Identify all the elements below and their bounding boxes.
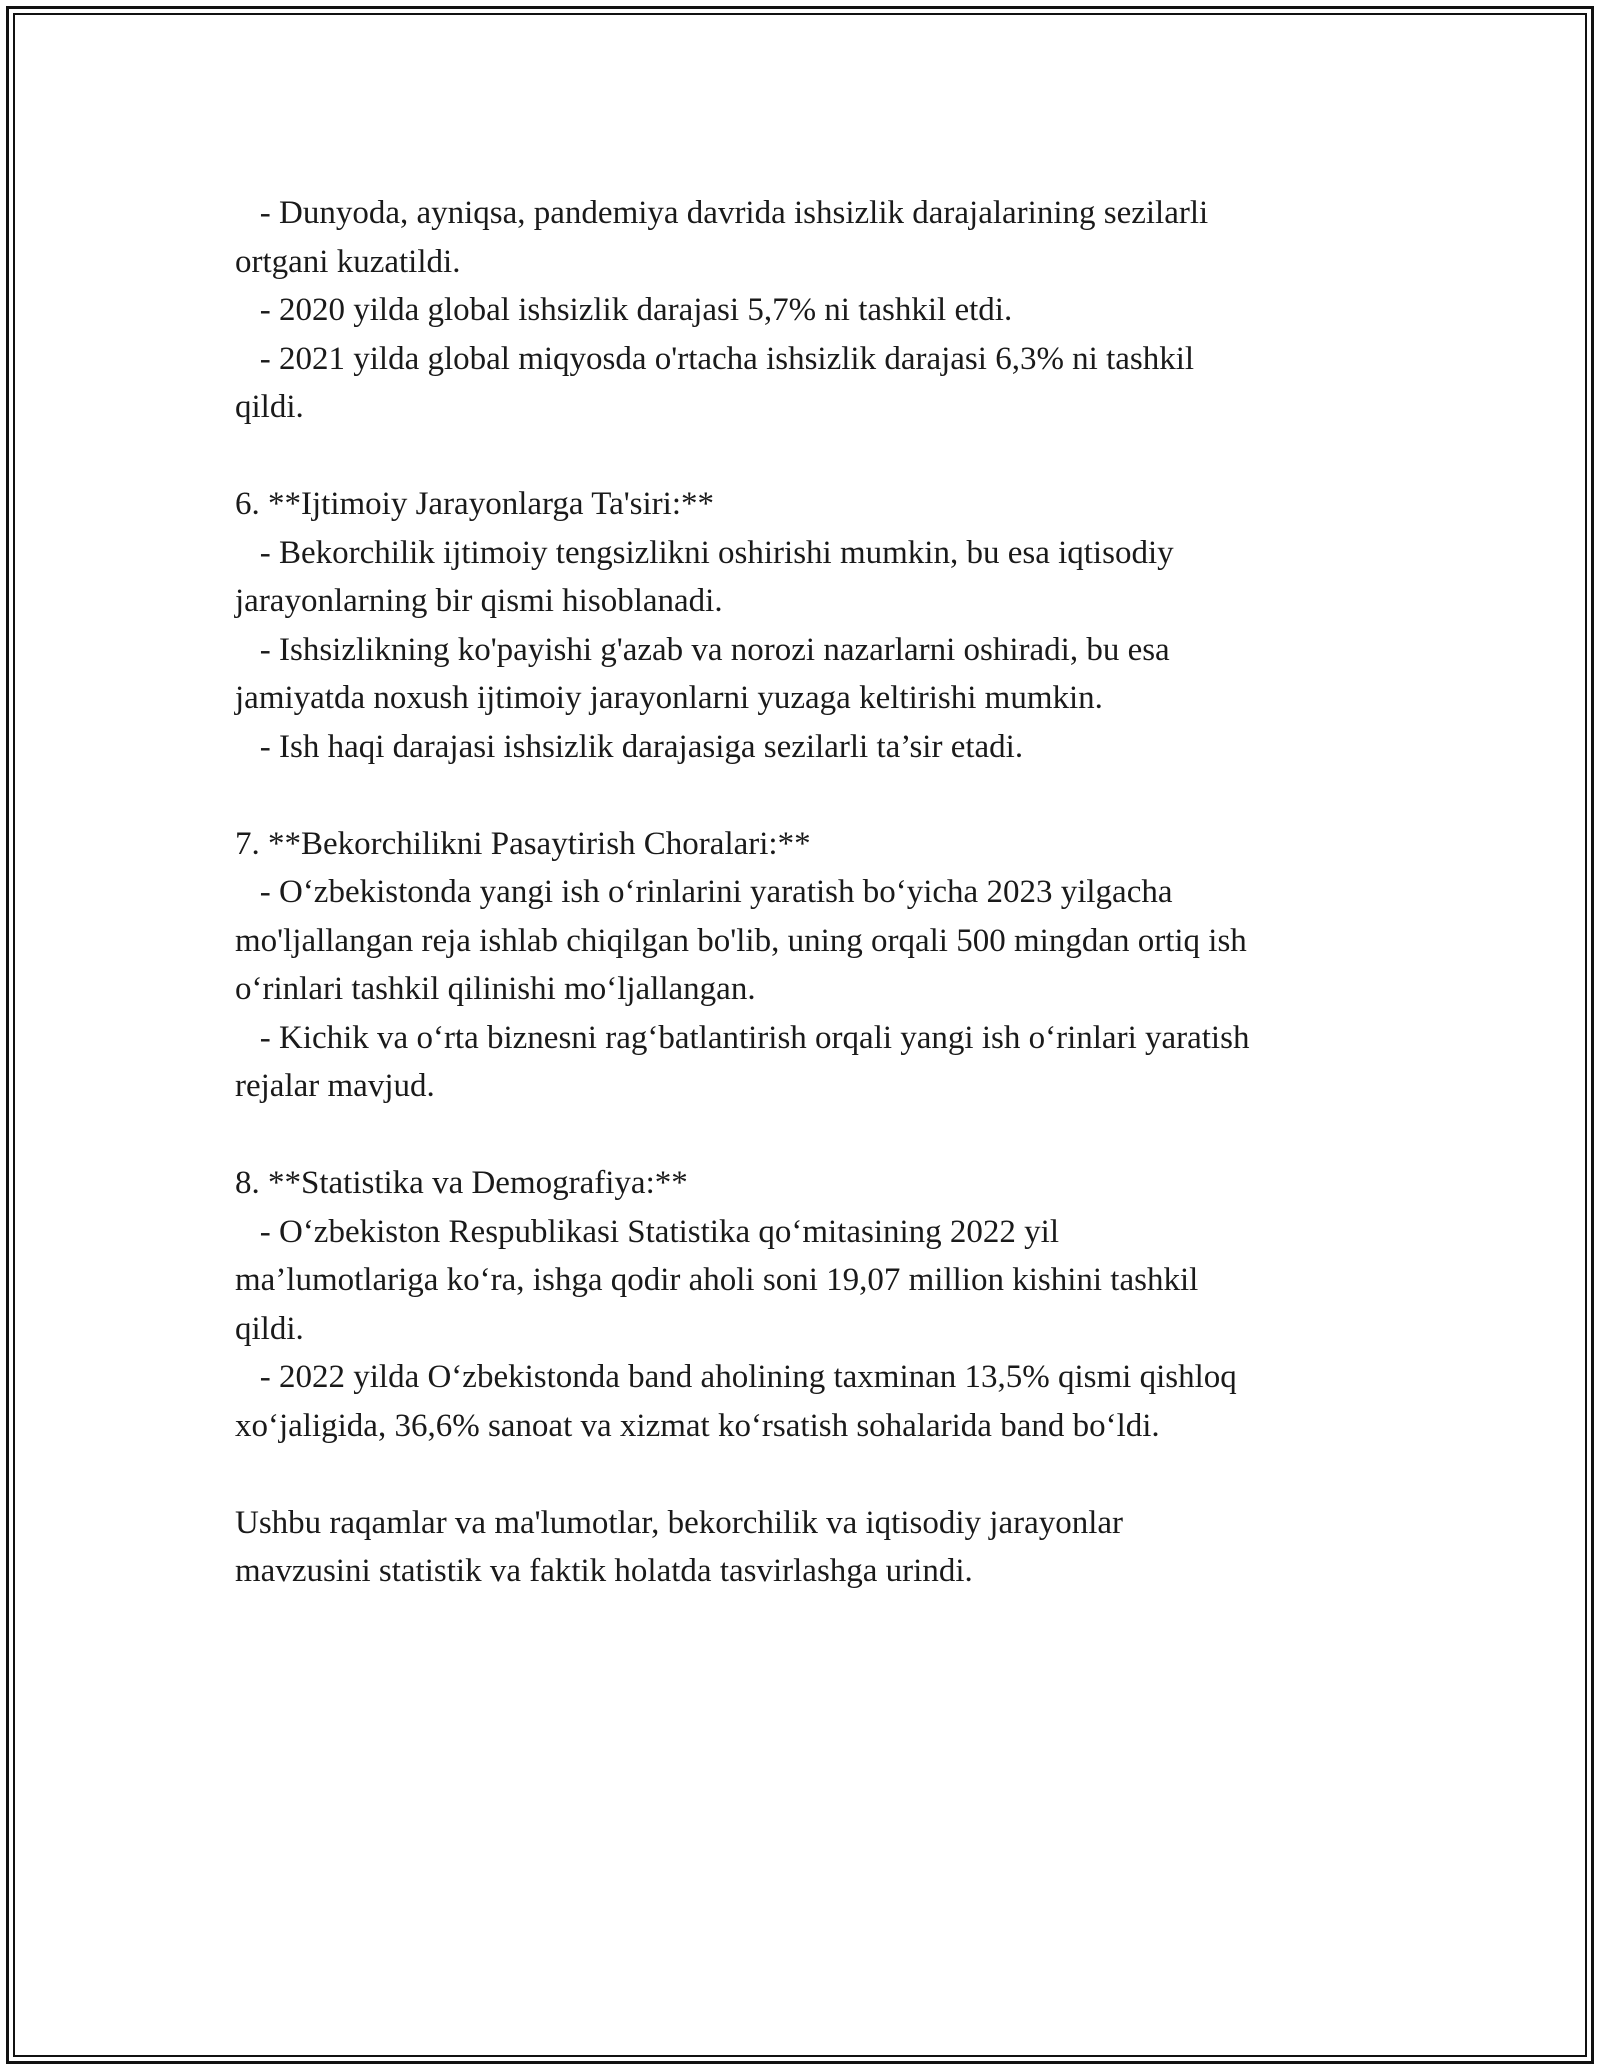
section-heading: 7. **Bekorchilikni Pasaytirish Choralari:**	[235, 825, 811, 862]
text-line: - Ishsizlikning ko'payishi g'azab va norozi nazarlarni oshiradi, bu esa	[235, 631, 1170, 668]
text-line: xo‘jaligida, 36,6% sanoat va xizmat ko‘rsatish sohalarida band bo‘ldi.	[235, 1407, 1160, 1444]
text-line: - O‘zbekistonda yangi ish o‘rinlarini yaratish bo‘yicha 2023 yilgacha	[235, 874, 1173, 910]
text-line: - Kichik va o‘rta biznesni rag‘batlantirish orqali yangi ish o‘rinlari yaratish	[235, 1019, 1250, 1056]
text-line: qildi.	[235, 389, 304, 425]
paragraph-spacer	[235, 771, 1385, 820]
paragraph-spacer	[235, 1111, 1385, 1160]
conclusion-line: Ushbu raqamlar va ma'lumotlar, bekorchilik va iqtisodiy jarayonlar	[235, 1504, 1124, 1541]
text-line: - Ish haqi darajasi ishsizlik darajasiga sezilarli ta’sir etadi.	[235, 728, 1024, 765]
paragraph-spacer	[235, 1450, 1385, 1499]
text-line: - O‘zbekiston Respublikasi Statistika qo‘mitasining 2022 yil	[235, 1213, 1060, 1250]
text-line: ma’lumotlariga ko‘ra, ishga qodir aholi soni 19,07 million kishini tashkil	[235, 1262, 1199, 1298]
text-line: - Dunyoda, ayniqsa, pandemiya davrida ishsizlik darajalarining sezilarli	[235, 195, 1209, 231]
section-heading: 6. **Ijtimoiy Jarayonlarga Ta'siri:**	[235, 486, 714, 522]
document-body	[235, 189, 1385, 1596]
text-line: jamiyatda noxush ijtimoiy jarayonlarni yuzaga keltirishi mumkin.	[235, 680, 1103, 716]
text-line: o‘rinlari tashkil qilinishi mo‘ljallangan.	[235, 971, 756, 1007]
text-line: - Bekorchilik ijtimoiy tengsizlikni oshirishi mumkin, bu esa iqtisodiy	[235, 534, 1174, 571]
text-line: rejalar mavjud.	[235, 1068, 435, 1104]
text-line: jarayonlarning bir qismi hisoblanadi.	[235, 583, 723, 619]
text-line: - 2022 yilda O‘zbekistonda band aholining taxminan 13,5% qismi qishloq	[235, 1359, 1237, 1395]
text-line: - 2020 yilda global ishsizlik darajasi 5,7% ni tashkil etdi.	[235, 292, 1013, 328]
text-line: ortgani kuzatildi.	[235, 243, 461, 280]
paragraph-spacer	[235, 432, 1385, 481]
conclusion-line: mavzusini statistik va faktik holatda tasvirlashga urindi.	[235, 1553, 973, 1589]
text-line: mo'ljallangan reja ishlab chiqilgan bo'lib, uning orqali 500 mingdan ortiq ish	[235, 922, 1247, 959]
section-heading: 8. **Statistika va Demografiya:**	[235, 1165, 688, 1201]
text-line: - 2021 yilda global miqyosda o'rtacha ishsizlik darajasi 6,3% ni tashkil	[235, 340, 1195, 377]
text-line: qildi.	[235, 1310, 304, 1347]
